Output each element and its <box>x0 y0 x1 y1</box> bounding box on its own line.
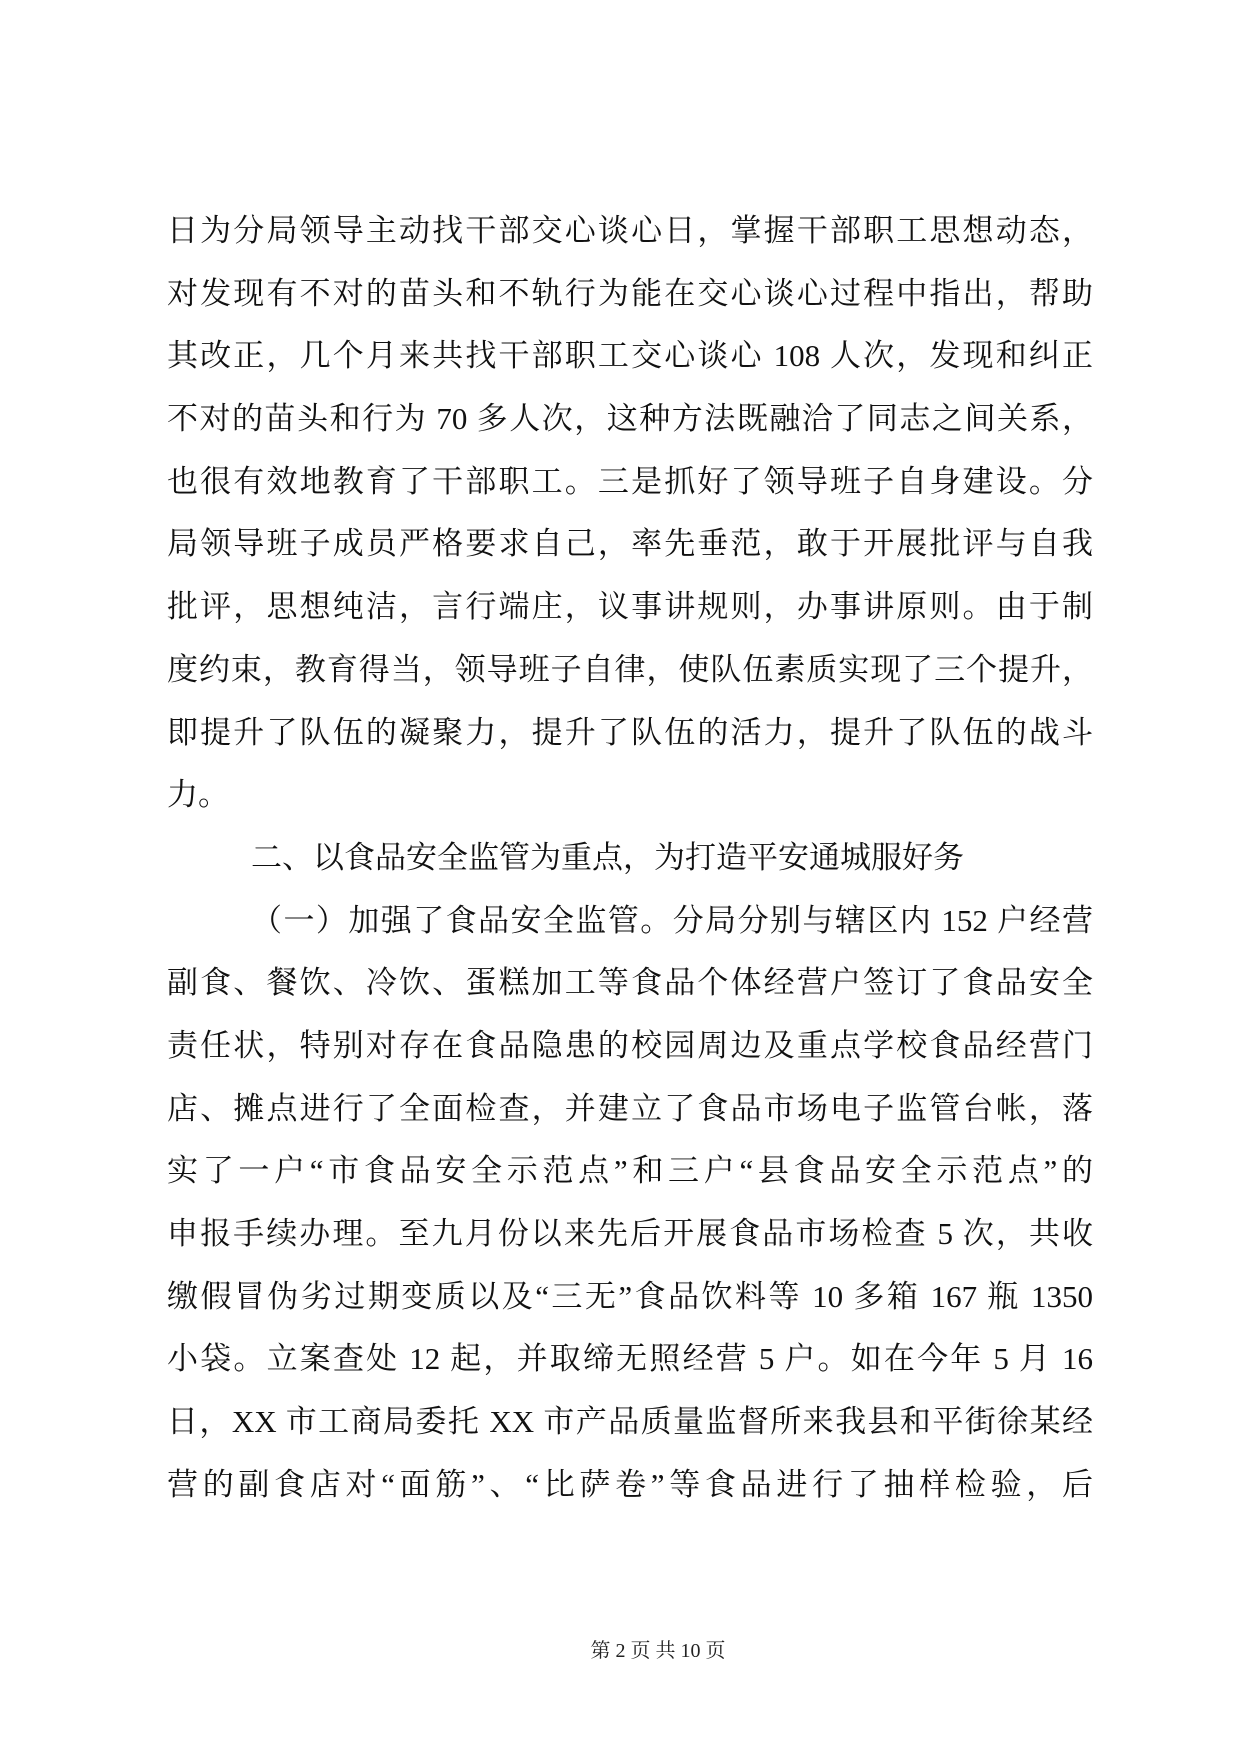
text-line: 局领导班子成员严格要求自己，率先垂范，敢于开展批评与自我 <box>167 526 1093 562</box>
text-line: 度约束，教育得当，领导班子自律，使队伍素质实现了三个提升， <box>167 651 1093 687</box>
text-line: 店、摊点进行了全面检查，并建立了食品市场电子监管台帐，落 <box>167 1090 1093 1126</box>
subsection-heading-line: （一）加强了食品安全监管。分局分别与辖区内 152 户经营 <box>251 902 1093 938</box>
text-line: 力。 <box>167 777 229 813</box>
text-line: 日，XX 市工商局委托 XX 市产品质量监督所来我县和平街徐某经 <box>167 1404 1093 1440</box>
text-line: 缴假冒伪劣过期变质以及“三无”食品饮料等 10 多箱 167 瓶 1350 <box>167 1278 1093 1314</box>
document-body <box>167 200 1093 1516</box>
text-line: 营的副食店对“面筋”、“比萨卷”等食品进行了抽样检验，后 <box>167 1466 1093 1502</box>
text-line: 申报手续办理。至九月份以来先后开展食品市场检查 5 次，共收 <box>167 1216 1093 1251</box>
page-number-footer: 第 2 页 共 10 页 <box>590 1640 726 1662</box>
text-line: 不对的苗头和行为 70 多人次，这种方法既融洽了同志之间关系， <box>167 401 1093 437</box>
text-line: 责任状，特别对存在食品隐患的校园周边及重点学校食品经营门 <box>167 1027 1093 1063</box>
text-line: 其改正，几个月来共找干部职工交心谈心 108 人次，发现和纠正 <box>167 338 1093 374</box>
text-line: 副食、餐饮、冷饮、蛋糕加工等食品个体经营户签订了食品安全 <box>167 965 1093 1001</box>
text-line: 即提升了队伍的凝聚力，提升了队伍的活力，提升了队伍的战斗 <box>167 714 1093 750</box>
text-line: 也很有效地教育了干部职工。三是抓好了领导班子自身建设。分 <box>167 463 1093 499</box>
text-line: 批评，思想纯洁，言行端庄，议事讲规则，办事讲原则。由于制 <box>167 589 1093 625</box>
text-line: 实了一户“市食品安全示范点”和三户“县食品安全示范点”的 <box>167 1153 1093 1189</box>
text-line: 小袋。立案查处 12 起，并取缔无照经营 5 户。如在今年 5 月 16 <box>167 1341 1093 1377</box>
text-line: 对发现有不对的苗头和不轨行为能在交心谈心过程中指出，帮助 <box>167 275 1093 311</box>
text-line: 日为分局领导主动找干部交心谈心日，掌握干部职工思想动态， <box>167 213 1093 248</box>
section-heading: 二、以食品安全监管为重点，为打造平安通城服好务 <box>251 839 964 875</box>
